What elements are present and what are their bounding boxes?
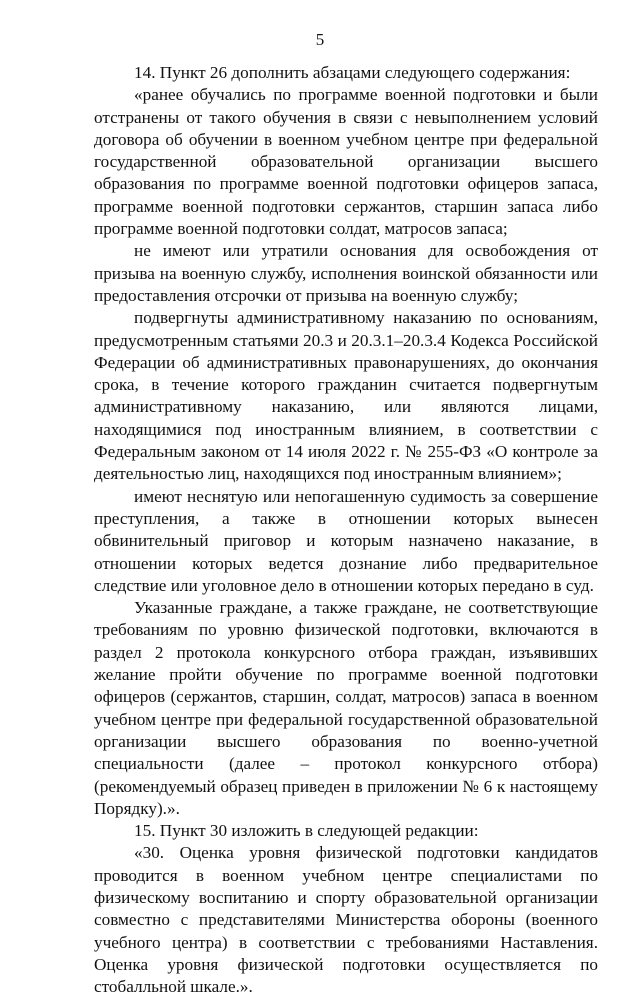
paragraph-previously-trained: «ранее обучались по программе военной подготовки и были отстранены от такого обучения в связи с невыполнением условий договора об обучении в военном учебном центре при федеральной государственной образовательной организации высшего образования по программе военной подготовки офицеров запаса, программе военной подготовки сержантов, старшин запаса либо программе военной подготовки солдат, матросов запаса;: [94, 85, 598, 239]
document-body: [94, 62, 598, 998]
paragraph-administrative-penalty: подвергнуты административному наказанию по основаниям, предусмотренным статьями 20.3 и 20.3.1–20.3.4 Кодекса Российской Федерации об административных правонарушениях, до окончания срока, в течение которого гражданин считается подвергнутым административному наказанию, или являются лицами, находящимися под иностранным влиянием, в соответствии с Федеральным законом от 14 июля 2022 г. № 255-ФЗ «О контроле за деятельностью лиц, находящихся под иностранным влиянием»;: [94, 308, 598, 484]
paragraph-criminal-record: имеют неснятую или непогашенную судимость за совершение преступления, а также в отношении которых вынесен обвинительный приговор и которым назначено наказание, в отношении которых ведется дознание либо предварительное следствие или уголовное дело в отношении которых передано в суд.: [94, 486, 598, 595]
paragraph-item-15: 15. Пункт 30 изложить в следующей редакции:: [134, 821, 479, 841]
page-number: 5: [315, 30, 325, 49]
paragraph-point-30: «30. Оценка уровня физической подготовки кандидатов проводится в военном учебном центре специалистами по физическому воспитанию и спорту образовательной организации совместно с представителями Министерства обороны (военного учебного центра) в соответствии с требованиями Наставления. Оценка уровня физической подготовки осуществляется по стобалльной шкале.».: [94, 843, 598, 997]
paragraph-item-14: 14. Пункт 26 дополнить абзацами следующего содержания:: [134, 63, 571, 82]
paragraph-no-exemption: не имеют или утратили основания для освобождения от призыва на военную службу, исполнения воинской обязанности или предоставления отсрочки от призыва на военную службу;: [94, 241, 598, 305]
paragraph-section-2-protocol: Указанные граждане, а также граждане, не соответствующие требованиям по уровню физической подготовки, включаются в раздел 2 протокола конкурсного отбора граждан, изъявивших желание пройти обучение по программе военной подготовки офицеров (сержантов, старшин, солдат, матросов) запаса в военном учебном центре при федеральной государственной образовательной организации высшего образования по военно-учетной специальности (далее – протокол конкурсного отбора) (рекомендуемый образец приведен в приложении № 6 к настоящему Порядку).».: [94, 598, 598, 818]
